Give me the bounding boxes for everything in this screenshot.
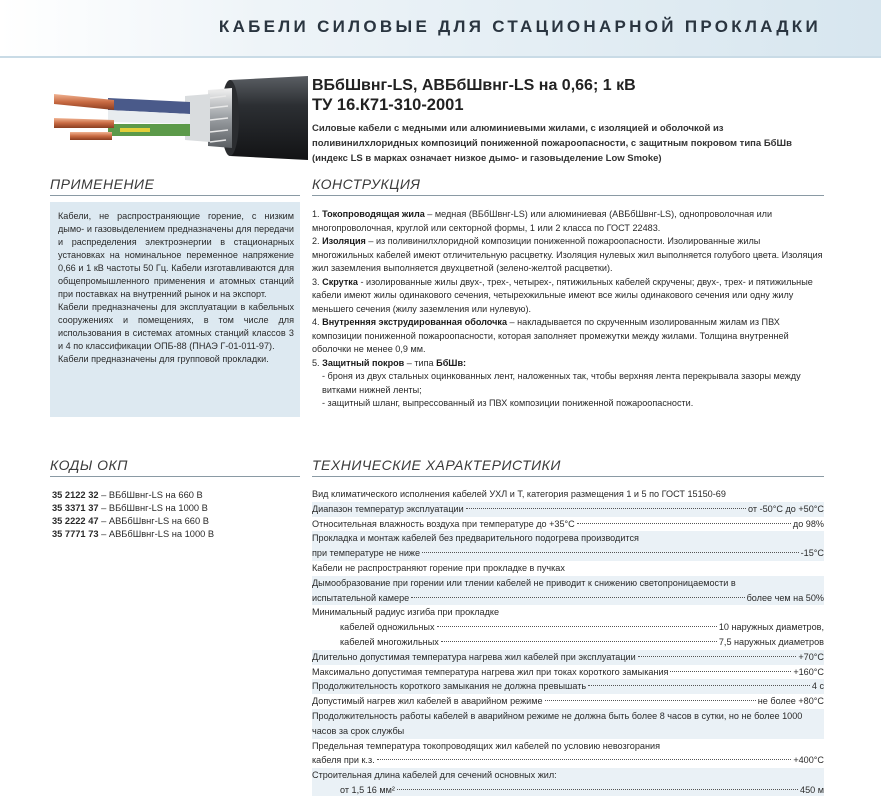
tech-row: Диапазон температур эксплуатации от -50°С до +50°С bbox=[312, 502, 824, 517]
tech-row: от 1,5 16 мм² 450 м bbox=[312, 783, 824, 796]
tech-line: Кабели не распространяют горение при прокладке в пучках bbox=[312, 562, 565, 573]
tech-row: при температуре не ниже -15°С bbox=[312, 546, 824, 561]
code-item: 35 2122 32 – ВБбШвнг-LS на 660 В bbox=[52, 490, 203, 500]
application-heading: ПРИМЕНЕНИЕ bbox=[50, 176, 300, 196]
application-paragraph: Кабели, не распространяющие горение, с низким дымо- и газовыделением предназначены для передачи и распределения электроэнергии в стационарных установках на номинальное переменное напряжение 0,66 и 1 кВ частоты 50 Гц. Кабели изготавливаются для общепромышленного применения и атомных станций при поставках на внутренний рынок и на экспорт. bbox=[58, 211, 294, 299]
construction-heading: КОНСТРУКЦИЯ bbox=[312, 176, 824, 196]
code-item: 35 7771 73 – АВБбШвнг-LS на 1000 В bbox=[52, 529, 215, 539]
construction-item: 2. Изоляция – из поливинилхлоридной композиции пониженной пожароопасности. Изолированные жилы многожильных кабелей имеют отличительную расцветку. Изоляция нулевых жил выполняется голубого цвета. Изоляция жил заземления выполняется двухцветной (зелено-желтой расцветки). bbox=[312, 236, 823, 273]
application-paragraph: Кабели предназначены для эксплуатации в кабельных сооружениях и помещениях, в том числе для использования в системах атомных станций классов 3 и 4 по классификации ОПБ-88 (ПНАЭ Г-01-011-97). bbox=[58, 302, 294, 351]
tech-row: Длительно допустимая температура нагрева жил кабелей при эксплуатации +70°С bbox=[312, 650, 824, 665]
codes-list bbox=[52, 489, 302, 541]
page-header-title: КАБЕЛИ СИЛОВЫЕ ДЛЯ СТАЦИОНАРНОЙ ПРОКЛАДКИ bbox=[218, 17, 821, 36]
armor-line: - броня из двух стальных оцинкованных лент, наложенных так, чтобы верхняя лента перекрывала зазоры между витками нижней ленты; bbox=[322, 371, 801, 395]
tech-line: Минимальный радиус изгиба при прокладке bbox=[312, 607, 500, 618]
product-spec: ТУ 16.К71-310-2001 bbox=[312, 96, 464, 114]
construction-item: 4. Внутренняя экструдированная оболочка – накладывается по скрученным изолированным жилам из ПВХ композиции пониженной пожароопасности, которая заполняет промежутки между жилами. Толщина внутренней оболочки не менее 0,9 мм. bbox=[312, 317, 789, 354]
application-paragraph: Кабели предназначены для групповой прокладки. bbox=[58, 354, 269, 364]
tech-specs bbox=[312, 487, 824, 796]
product-description: Силовые кабели с медными или алюминиевыми жилами, с изоляцией и оболочкой из поливинилхлоридных композиций пониженной пожароопасности, с защитным покровом типа БбШв (индекс LS в марках означает низкое дымо- и газовыделение Low Smoke) bbox=[312, 123, 792, 164]
construction-body bbox=[312, 208, 824, 411]
tech-line: Вид климатического исполнения кабелей УХЛ и Т, категория размещения 1 и 5 по ГОСТ 15150-69 bbox=[312, 489, 726, 499]
header-band bbox=[0, 0, 881, 58]
tech-row: кабелей одножильных 10 наружных диаметров, bbox=[340, 622, 824, 633]
construction-item: 1. Токопроводящая жила – медная (ВБбШвнг-LS) или алюминиевая (АВБбШвнг-LS), однопроволочная или многопроволочная, круглой или секторной формы, 1 или 2 класса по ГОСТ 22483. bbox=[312, 209, 773, 233]
code-item: 35 2222 47 – АВБбШвнг-LS на 660 В bbox=[52, 516, 209, 526]
product-title: ВБбШвнг-LS, АВБбШвнг-LS на 0,66; 1 кВ bbox=[312, 77, 636, 94]
tech-row: кабелей многожильных 7,5 наружных диаметров bbox=[340, 636, 824, 647]
tech-line: Строительная длина кабелей для сечений основных жил: bbox=[312, 768, 824, 783]
tech-line: Дымообразование при горении или тлении кабелей не приводит к снижению светопроницаемости в bbox=[312, 576, 824, 591]
code-item: 35 3371 37 – ВБбШвнг-LS на 1000 В bbox=[52, 503, 208, 513]
codes-heading: КОДЫ ОКП bbox=[50, 457, 300, 477]
tech-row: кабеля при к.з. +400°С bbox=[312, 755, 824, 766]
tech-row: Допустимый нагрев жил кабелей в аварийном режиме не более +80°С bbox=[312, 696, 824, 707]
tech-line: Прокладка и монтаж кабелей без предварительного подогрева производится bbox=[312, 531, 824, 546]
tech-row: Продолжительность короткого замыкания не должна превышать 4 с bbox=[312, 679, 824, 694]
tech-line: Предельная температура токопроводящих жил кабелей по условию невозгорания bbox=[312, 740, 660, 751]
tech-heading: ТЕХНИЧЕСКИЕ ХАРАКТЕРИСТИКИ bbox=[312, 457, 824, 477]
armor-line: - защитный шланг, выпрессованный из ПВХ композиции пониженной пожароопасности. bbox=[322, 398, 694, 408]
construction-item: 3. Скрутка - изолированные жилы двух-, трех-, четырех-, пятижильных кабелей скручены; двух-, трех- и пятижильные кабели имеют жилы одинакового сечения, четырехжильные имеют все жилы одинакового сечения или одну жилу меньшего сечения (жилу заземления или нулевую). bbox=[312, 276, 813, 314]
application-box bbox=[50, 202, 300, 417]
cable-illustration bbox=[50, 68, 308, 168]
tech-line: Продолжительность работы кабелей в аварийном режиме не должна быть более 8 часов в сутки, но не более 1000 часов за срок службы bbox=[312, 709, 824, 739]
tech-row: Максимально допустимая температура нагрева жил при токах короткого замыкания +160°С bbox=[312, 666, 824, 677]
tech-row: испытательной камере более чем на 50% bbox=[312, 591, 824, 606]
construction-item: 5. Защитный покров – типа БбШв: bbox=[312, 357, 467, 368]
tech-row: Относительная влажность воздуха при температуре до +35°С до 98% bbox=[312, 518, 824, 529]
